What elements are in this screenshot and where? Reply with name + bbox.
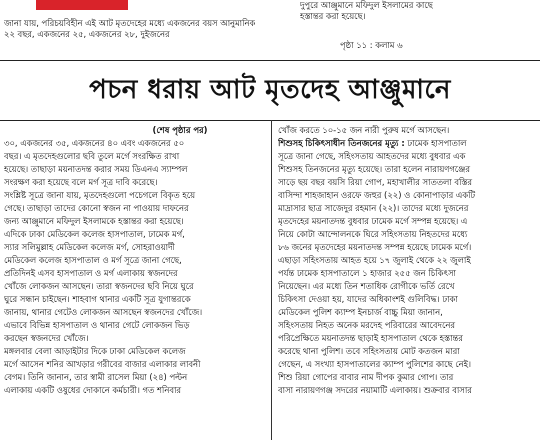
red-banner	[36, 0, 128, 10]
text-line: সংশ্লিষ্ট সূত্রে জানা যায়, মৃতদেহগুলো পচেগলে বিকৃত হয়ে	[4, 190, 196, 200]
text-line: সহিংসতায় নিহত অনেক মরদেহ পরিবারের আবেদনের	[278, 320, 455, 330]
article-headline: পচন ধরায় আট মৃতদেহ আঞ্জুমানে	[89, 75, 451, 105]
text-line: গেছেন, এ সংখ্যা হাসপাতালের ক্যাম্প পুলিশের কাছে নেই।	[278, 359, 472, 369]
section-divider	[0, 60, 540, 61]
article-column-left	[4, 124, 266, 397]
text-line: খোঁজ করতে ১০-১৫ জন নারী পুরুষ মর্গে আসছেন।	[278, 125, 450, 135]
text-line: ২২ বছর, একজনের ২৫, একজনের ২৮, দুইজনের	[4, 29, 170, 39]
text-line: সূত্রে জানা গেছে, সহিংসতায় আহতদের মধ্যে বুধবার এক	[278, 151, 466, 161]
text-line: শিশুসহ তিনজনের মৃত্যু হয়েছে। তারা হলেন নারায়ণগঞ্জের	[278, 164, 470, 174]
left-column-body	[4, 137, 266, 397]
text-line: জানায়, থানার গেটেও লোকজন আসছেন স্বজনদের খোঁজে।	[4, 307, 203, 317]
text-line: ৩০, একজনের ৩৫, একজনের ৪০ এবং একজনের ৫০	[4, 138, 185, 148]
text-line: মঙ্গলবার বেলা আড়াইটার দিকে ঢাকা মেডিকেল কলেজ	[4, 346, 186, 356]
top-right-text	[300, 0, 433, 22]
text-line: নিয়ে কোটা আন্দোলনকে ঘিরে সহিংসতায় নিহতদের মধ্যে	[278, 229, 468, 239]
text-line: স্যার সলিমুল্লাহ মেডিকেল কলেজ মর্গ, সোহরাওয়ার্দী	[4, 242, 175, 252]
text-line: পর্যন্ত ঢামেক হাসপাতালে ১ হাজার ২৫৫ জন চিকিৎসা	[278, 268, 456, 278]
text-line: বেগম। তিনি জানান, তার স্বামী রাসেল মিয়া (২৪) পল্টন	[4, 372, 188, 382]
text-line: শিশু রিয়া গোপের বাবার নাম দীপক কুমার গোপ। তার	[278, 372, 454, 382]
text-line: ঘুরে সন্ধান চাইছেন। শাহবাগ থানার একটি সূত্র যুগান্তরকে	[4, 294, 191, 304]
text-line: মেডিকেল পুলিশ ক্যাম্প ইনচার্জ বাচ্চু মিয়া জানান,	[278, 307, 443, 317]
subheading: শিশুসহ চিকিৎসাধীন তিনজনের মৃত্যু :	[278, 138, 405, 148]
text-line: বাসা নারায়ণগঞ্জ সদরের নয়ামাটি এলাকায়। শুক্রবার বাসার	[278, 385, 472, 395]
text-line: বাসিন্দা শাহজাহান ওরফে জহুর (২২) ও কোনাপাড়ার একটি	[278, 190, 476, 200]
text-line: জানা যায়, পরিচয়বিহীন এই আট মৃতদেহের মধ্যে একজনের বয়স আনুমানিক	[4, 18, 256, 28]
text-line: মেডিকেল কলেজ হাসপাতাল ও মর্গ সূত্রে জানা গেছে,	[4, 255, 182, 265]
text-line: মর্গে আসেন শনির আখড়ার গরীবের বাজার এলাকার লাবনী	[4, 359, 201, 369]
text-line: করেছে থানা পুলিশ। তবে সহিংসতায় মোট কতজন মারা	[278, 346, 460, 356]
text-line: শিশুসহ চিকিৎসাধীন তিনজনের মৃত্যু : ঢামেক হাসপাতাল	[278, 138, 467, 148]
text-line: প্রতিদিনই এসব হাসপাতাল ও মর্গ এলাকায় স্বজনদের	[4, 268, 178, 278]
text-line: পরিপ্রেক্ষিতে ময়নাতদন্ত ছাড়াই হাসপাতাল থেকে হস্তান্তর	[278, 333, 463, 343]
text-line: জন্য আঞ্জুমানে মফিদুল ইসলামকে হস্তান্তর করা হয়েছে।	[4, 216, 184, 226]
headline-divider	[0, 120, 540, 121]
text-line: এদিকে ঢাকা মেডিকেল কলেজ হাসপাতাল, ঢামেক মর্গ,	[4, 229, 185, 239]
text-line: এভাবে বিভিন্ন হাসপাতাল ও থানার গেটে লোকজন ভিড়	[4, 320, 190, 330]
text-line: করছেন স্বজনদের খোঁজে।	[4, 333, 89, 343]
text-line: সাড়ে ছয় বছর বয়সি রিয়া গোপ, মহাখালীর সাততলা বস্তির	[278, 177, 473, 187]
text-line: নিয়েছেন। এর মধ্যে তিন শতাধিক রোগীকে ভর্তি রেখে	[278, 281, 455, 291]
text-line: সংরক্ষণ করা হয়েছে বলে মর্গ সূত্র দাবি করেছে।	[4, 177, 158, 187]
text-line: খোঁজে লোকজন আসছেন। তারা স্বজনদের ছবি নিয়ে ঘুরে	[4, 281, 194, 291]
text-line: বছর। এ মৃতদেহগুলোর ছবি তুলে মর্গে সংরক্ষিত রাখা	[4, 151, 180, 161]
text-line: দুপুরে আঞ্জুমানে মফিদুল ইসলামের কাছে	[300, 0, 433, 10]
text-line: এছাড়া সহিংসতায় আহত হয়ে ১৭ জুলাই থেকে ২২ জুলাই	[278, 255, 471, 265]
continued-page-reference: পৃষ্ঠা ১১ : কলাম ৬	[340, 40, 403, 50]
text-line: মাদ্রাসার ছাত্র সাজেদুর রহমান (২২)। তাদের মধ্যে দুজনের	[278, 203, 469, 213]
text-line: হস্তান্তর করা হয়েছে।	[300, 11, 366, 21]
text-line: হয়েছে। তাছাড়া ময়নাতদন্ত করার সময় ডিএনএ স্যাম্পল	[4, 164, 188, 174]
column-divider	[271, 120, 272, 440]
text-line: ৮৬ জনের মৃতদেহের ময়নাতদন্ত সম্পন্ন হয়েছে ঢামেক মর্গে।	[278, 242, 472, 252]
text-line: মৃতদেহের ময়নাতদন্ত বুধবার ঢামেক মর্গে সম্পন্ন হয়েছে। এ	[278, 216, 468, 226]
text-line: চিকিৎসা দেওয়া হয়, যাদের অধিকাংশই গুলিবিদ্ধ। ঢাকা	[278, 294, 458, 304]
continued-label: (শেষ পৃষ্ঠার পর)	[152, 125, 208, 135]
article-column-right	[278, 124, 540, 397]
text-line: এলাকায় একটি ওষুধের দোকানে কর্মচারী। গত শনিবার	[4, 385, 182, 395]
right-column-body	[278, 124, 540, 397]
previous-article-tail	[0, 0, 540, 64]
top-left-text	[4, 18, 255, 40]
text-line: গেছে। তাছাড়া তাদের কোনো স্বজন না পাওয়ায় দাফনের	[4, 203, 189, 213]
